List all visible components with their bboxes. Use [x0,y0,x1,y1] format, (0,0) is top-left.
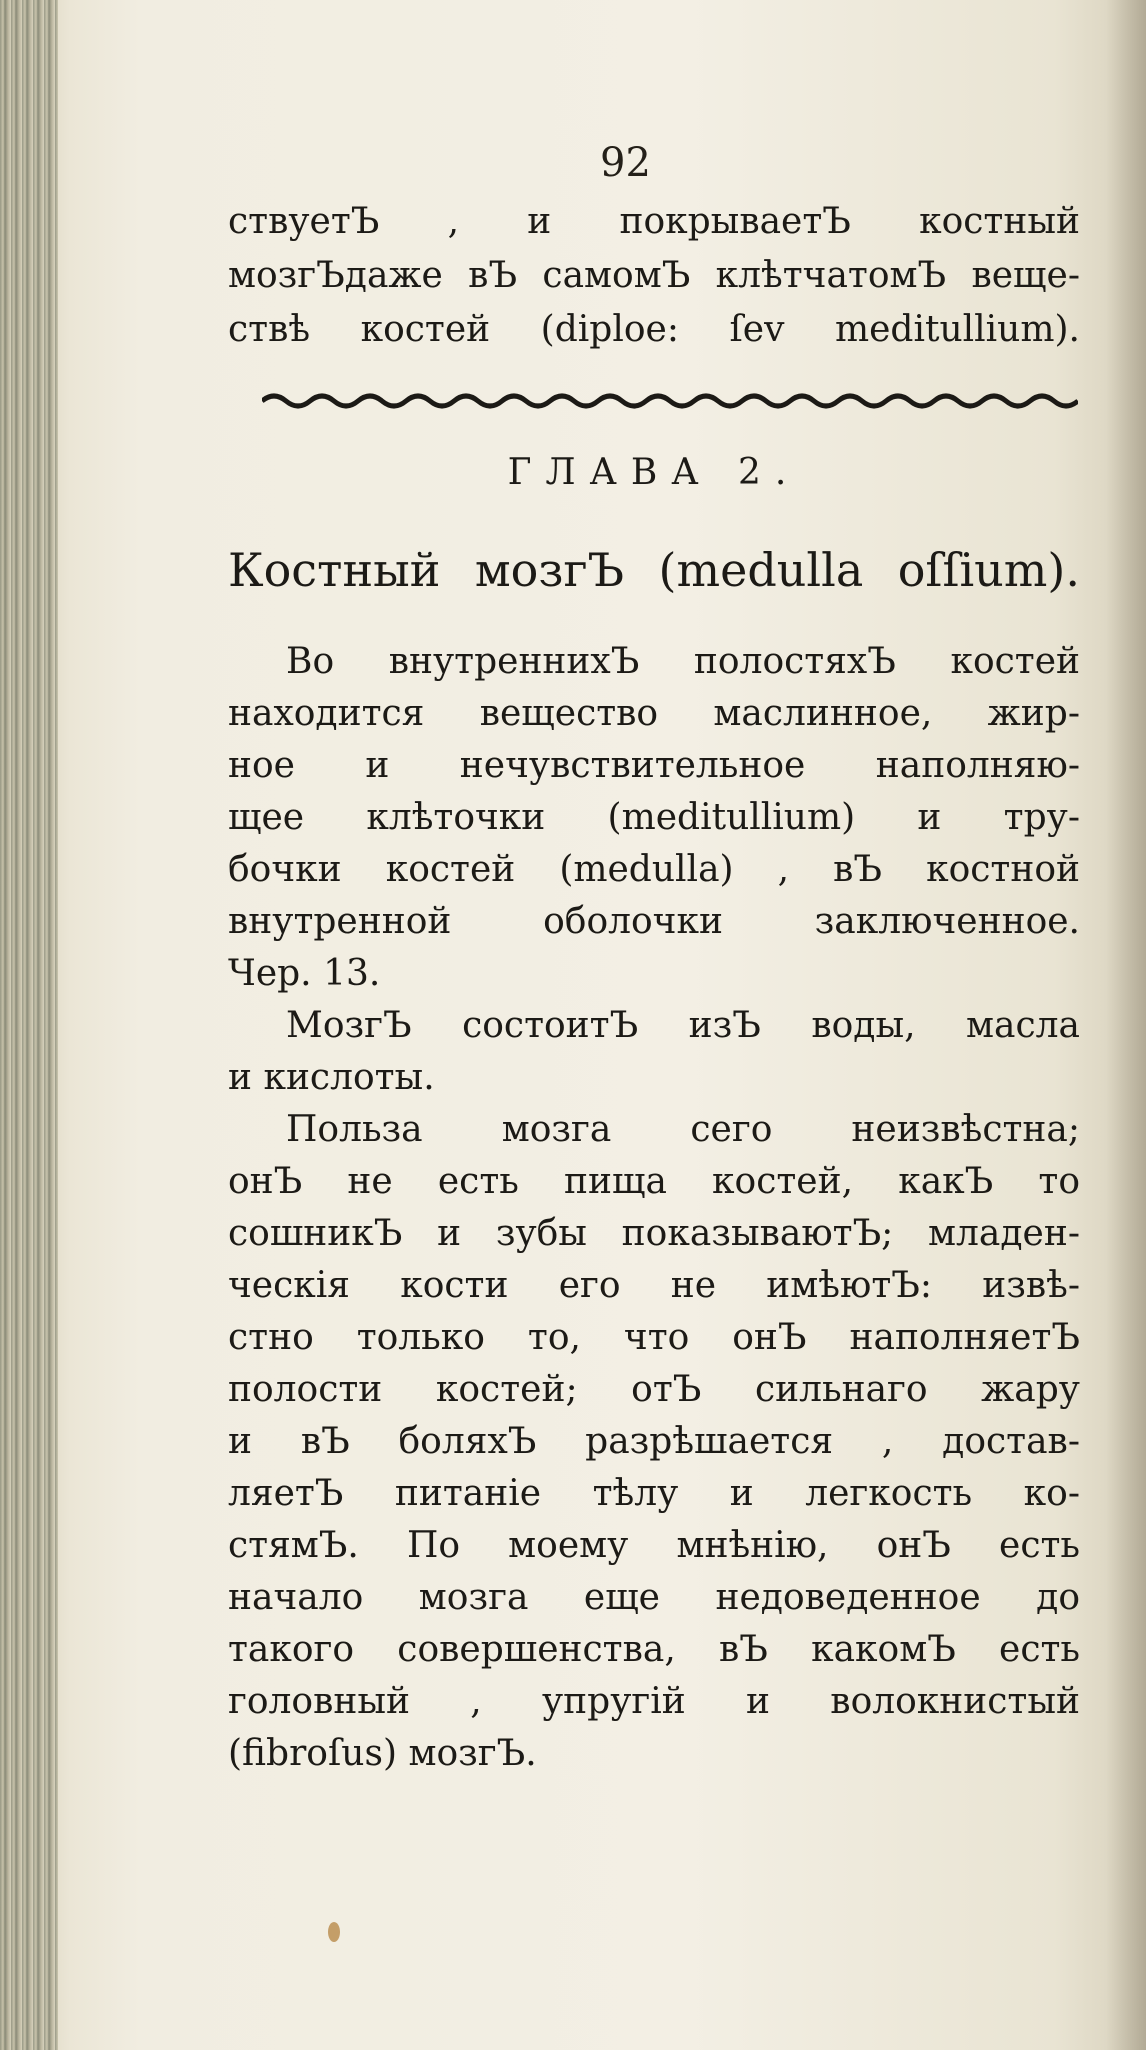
page-number: 92 [600,140,651,186]
text-line: находится вещество маслинное, жир- [228,693,1080,734]
text-line: начало мозга еще недоведенное до [228,1577,1080,1618]
text-line: (fibroſus) мозгЪ. [228,1733,537,1774]
ink-blot [328,1922,340,1942]
text-line: полости костей; отЪ сильнаго жару [228,1369,1080,1410]
text-line: МозгЪ состоитЪ изЪ воды, масла [286,1005,1080,1046]
text-line: головный , упругій и волокнистый [228,1681,1080,1722]
text-line: и вЪ боляхЪ разрѣшается , достав- [228,1421,1080,1462]
text-line: бочки костей (medulla) , вЪ костной [228,849,1080,890]
page-edge-shadow [1106,0,1146,2050]
text-line: ствуетЪ , и покрываетЪ костный [228,201,1080,242]
chapter-title: Костный мозгЪ (medulla oſſium). [228,543,1080,597]
text-line: стямЪ. По моему мнѣнію, онЪ есть [228,1525,1080,1566]
text-line: Во внутреннихЪ полостяхЪ костей [286,641,1080,682]
decorative-rule [262,388,1078,414]
text-line: мозгЪдаже вЪ самомЪ клѣтчатомЪ веще- [228,255,1080,296]
text-line: ляетЪ питаніе тѣлу и легкость ко- [228,1473,1080,1514]
text-line: внутренной оболочки заключенное. [228,901,1080,942]
text-line: сошникЪ и зубы показываютЪ; младен- [228,1213,1080,1254]
text-line: стно только то, что онЪ наполняетЪ [228,1317,1080,1358]
book-spine [0,0,58,2050]
text-line: щее клѣточки (meditullium) и тру- [228,797,1080,838]
text-line: онЪ не есть пища костей, какЪ то [228,1161,1080,1202]
text-line: ное и нечувствительное наполняю- [228,745,1080,786]
text-line: и кислоты. [228,1057,435,1098]
text-line: такого совершенства, вЪ какомЪ есть [228,1629,1080,1670]
text-line: ствѣ костей (diploe: ſev meditullium). [228,309,1080,350]
text-line: ческія кости его не имѣютЪ: извѣ- [228,1265,1080,1306]
text-line: Чер. 13. [228,953,381,994]
chapter-heading: ГЛАВА 2. [507,452,801,493]
text-line: Польза мозга сего неизвѣстна; [286,1109,1080,1150]
